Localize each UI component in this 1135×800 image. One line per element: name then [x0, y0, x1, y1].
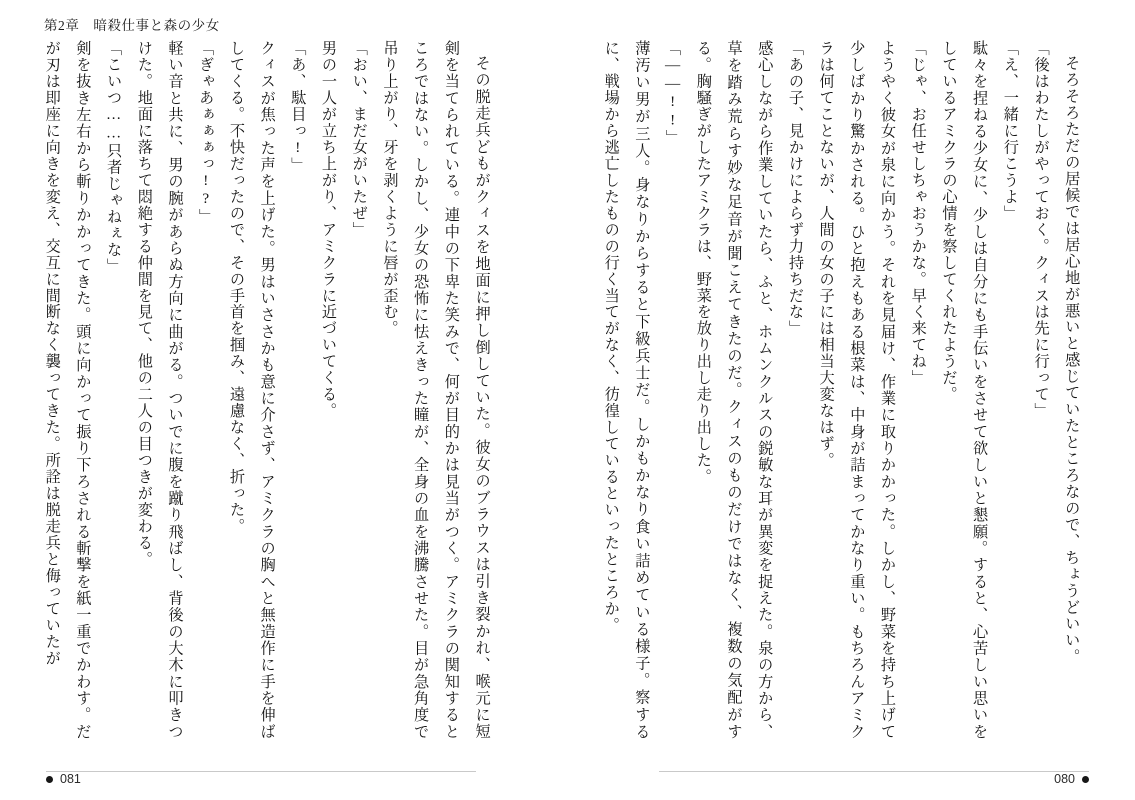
running-head: 第2章 暗殺仕事と森の少女 [44, 18, 220, 33]
paragraph: そろそろただの居候では居心地が悪いと感じていたところなので、ちょうどいい。 [1063, 55, 1081, 666]
page-left-081 [0, 40, 520, 750]
folio-dot-icon [46, 776, 53, 783]
folio-left [46, 772, 81, 786]
paragraph: ようやく彼女が泉に向かう。それを見届け、作業に取りかかった。しかし、野菜を持ち上げて少しばかり驚かされる。ひと抱えもある根菜は、中身が詰まってかなり重い。もちろんアミクラは何てことないが、人間の女の子には相当大変なはず。 [817, 40, 897, 740]
paragraph: 「あ、駄目っ!」 [289, 40, 307, 174]
page-right-080 [595, 40, 1135, 750]
folio-dot-icon [1082, 776, 1089, 783]
paragraph: 薄汚い男が三人。身なりからすると下級兵士だ。しかもかなり食い詰めている様子。察するに、戦場から逃亡したものの行く当てがなく、彷徨しているといったところか。 [602, 40, 651, 740]
paragraph: その脱走兵どもがクィスを地面に押し倒していた。彼女のブラウスは引き裂かれ、喉元に短剣を当てられている。連中の下卑た笑みで、何が目的かは見当がつく。アミクラの関知するところではない。しかし、少女の恐怖に怯えきった瞳が、全身の血を沸騰させた。目が急角度で吊り上がり、牙を剥くように唇が歪む。 [381, 40, 491, 740]
paragraph: 「あの子、見かけによらず力持ちだな」 [786, 40, 804, 337]
page-right-body [595, 40, 1086, 740]
paragraph: 感心しながら作業していたら、ふと、ホムンクルスの鋭敏な耳が異変を捉えた。泉の方から、草を踏み荒らす妙な足音が聞こえてきたのだ。クィスのものだけではなく、複数の気配がする。胸騒ぎがしたアミクラは、野菜を放り出し走り出した。 [694, 40, 774, 740]
paragraph: 「こいつ……只者じゃねぇな」 [105, 40, 123, 275]
paragraph: 「え、一緒に行こうよ」 [1001, 40, 1019, 222]
page-left-body [36, 40, 497, 740]
paragraph: 剣を抜き左右から斬りかかってきた。頭に向かって振り下ろされる斬撃を紙一重でかわす。だが刃は即座に向きを変え、交互に間断なく襲ってきた。所詮は脱走兵と侮っていたが [43, 40, 92, 740]
paragraph: 男の一人が立ち上がり、アミクラに近づいてくる。 [320, 40, 338, 420]
paragraph: 「おい、まだ女がいたぜ」 [350, 40, 368, 238]
page-number-left: 081 [60, 772, 81, 786]
page-footer [0, 750, 1135, 800]
paragraph: クィスが焦った声を上げた。男はいささかも意に介さず、アミクラの胸へと無造作に手を伸ばしてくる。不快だったので、その手首を掴み、遠慮なく、折った。 [227, 40, 276, 740]
paragraph: 駄々を捏ねる少女に、少しは自分にも手伝いをさせて欲しいと懇願。すると、心苦しい思いをしているアミクラの心情を察してくれたようだ。 [940, 40, 989, 740]
paragraph: 軽い音と共に、男の腕があらぬ方向に曲がる。ついでに腹を蹴り飛ばし、背後の大木に叩きつけた。地面に落ちて悶絶する仲間を見て、他の二人の目つきが変わる。 [135, 40, 184, 740]
text-spread [0, 40, 1135, 760]
paragraph: 「じゃ、お任せしちゃおうかな。早く来てね」 [909, 40, 927, 387]
page-number-right: 080 [1054, 772, 1075, 786]
paragraph: 「後はわたしがやっておく。クィスは先に行って」 [1032, 40, 1050, 420]
footer-rule-left [46, 771, 476, 772]
folio-right [1054, 772, 1089, 786]
paragraph: 「ぎゃあぁぁぁっ!?」 [197, 40, 215, 226]
footer-rule-right [659, 771, 1089, 772]
paragraph: 「――!!」 [664, 40, 682, 147]
